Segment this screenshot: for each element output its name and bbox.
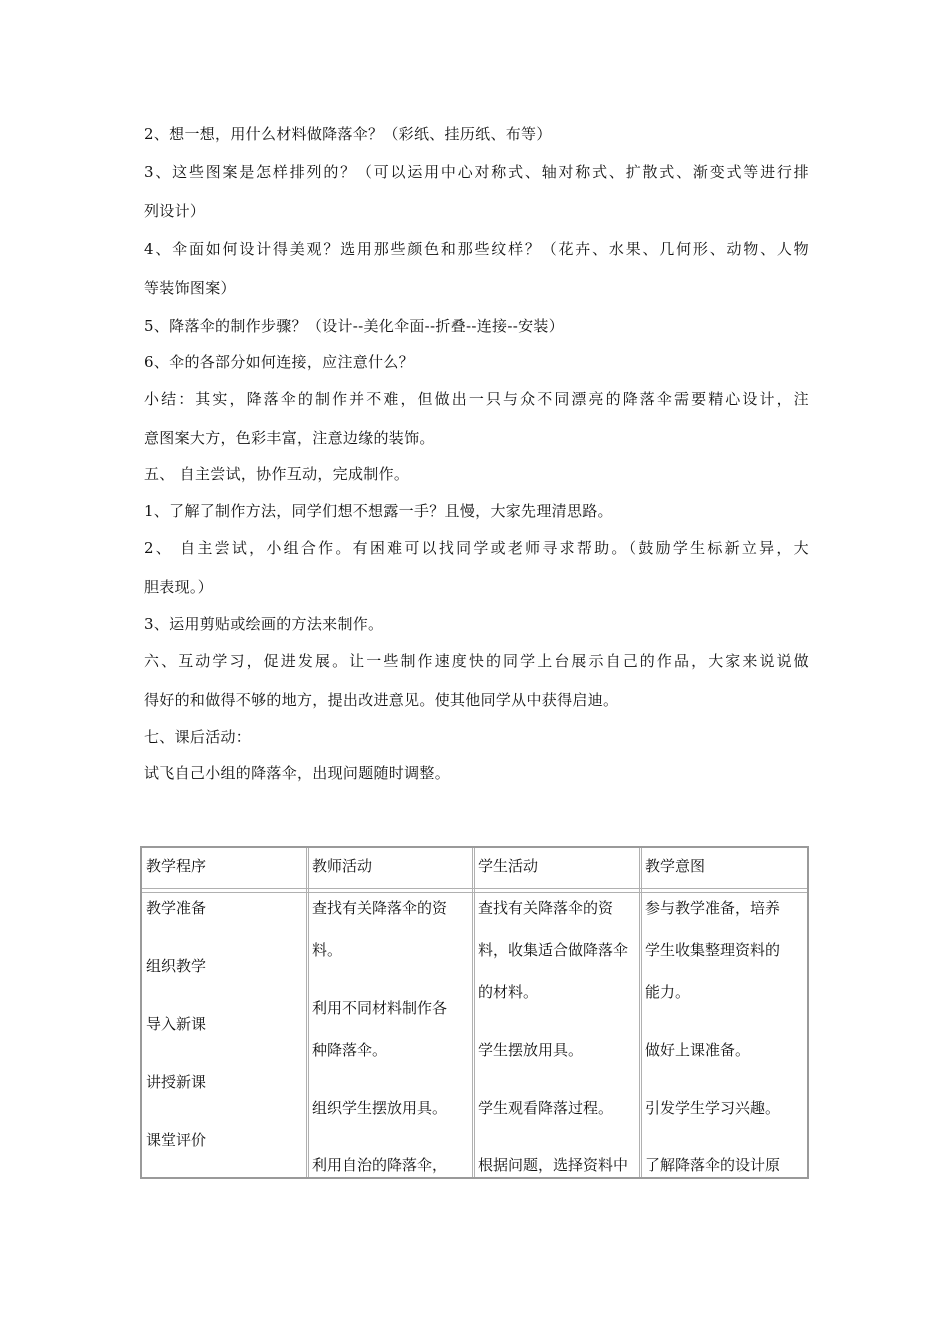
teaching-intent-line: 做好上课准备。	[645, 1041, 751, 1059]
teaching-intent-line: 能力。	[645, 983, 691, 1001]
procedure-step: 导入新课	[146, 1015, 207, 1033]
procedure-step: 课堂评价	[146, 1131, 207, 1149]
student-activity-line: 学生观看降落过程。	[478, 1099, 614, 1117]
procedure-step: 教学准备	[146, 899, 207, 917]
column-divider	[639, 848, 642, 1177]
section-heading-five: 五、 自主尝试，协作互动，完成制作。	[144, 465, 410, 483]
column-divider	[472, 848, 475, 1177]
paragraph-arrangement-cont: 列设计）	[144, 202, 206, 220]
teacher-activity-line: 组织学生摆放用具。	[312, 1099, 448, 1117]
section-heading-six: 六、互动学习，促进发展。让一些制作速度快的同学上台展示自己的作品，大家来说说做	[144, 652, 809, 670]
paragraph-arrangement: 3、这些图案是怎样排列的？（可以运用中心对称式、轴对称式、扩散式、渐变式等进行排	[144, 163, 809, 181]
teacher-activity-line: 种降落伞。	[312, 1041, 388, 1059]
teaching-intent-line: 引发学生学习兴趣。	[645, 1099, 781, 1117]
paragraph-materials: 2、想一想，用什么材料做降落伞？（彩纸、挂历纸、布等）	[144, 125, 552, 143]
section-heading-seven: 七、课后活动：	[144, 728, 252, 746]
paragraph-try-cont: 胆表现。）	[144, 578, 214, 596]
procedure-step: 组织教学	[146, 957, 207, 975]
student-activity-line: 查找有关降落伞的资	[478, 899, 614, 917]
teacher-activity-line: 查找有关降落伞的资	[312, 899, 448, 917]
teacher-activity-line: 料。	[312, 941, 343, 959]
student-activity-line: 根据问题，选择资料中	[478, 1156, 629, 1174]
table-header-procedure: 教学程序	[146, 857, 207, 875]
paragraph-steps: 5、降落伞的制作步骤？（设计--美化伞面--折叠--连接--安装）	[144, 317, 564, 335]
procedure-step: 讲授新课	[146, 1073, 207, 1091]
paragraph-design-cont: 等装饰图案）	[144, 279, 236, 297]
paragraph-method: 1、了解了制作方法，同学们想不想露一手？且慢，大家先理清思路。	[144, 502, 613, 520]
teacher-activity-line: 利用不同材料制作各	[312, 999, 448, 1017]
teacher-activity-line: 利用自治的降落伞，	[312, 1156, 448, 1174]
paragraph-summary: 小结：其实，降落伞的制作并不难，但做出一只与众不同漂亮的降落伞需要精心设计，注	[144, 390, 809, 408]
lesson-table	[140, 846, 809, 1179]
paragraph-make: 3、运用剪贴或绘画的方法来制作。	[144, 615, 384, 633]
teaching-intent-line: 参与教学准备，培养	[645, 899, 781, 917]
header-divider	[142, 888, 807, 893]
table-header-student: 学生活动	[478, 857, 539, 875]
student-activity-line: 学生摆放用具。	[478, 1041, 584, 1059]
student-activity-line: 的材料。	[478, 983, 539, 1001]
paragraph-connection: 6、伞的各部分如何连接，应注意什么？	[144, 353, 414, 371]
table-header-intent: 教学意图	[645, 857, 706, 875]
teaching-intent-line: 了解降落伞的设计原	[645, 1156, 781, 1174]
paragraph-design: 4、伞面如何设计得美观？选用那些颜色和那些纹样？（花卉、水果、几何形、动物、人物	[144, 240, 809, 258]
paragraph-try: 2、 自主尝试，小组合作。有困难可以找同学或老师寻求帮助。（鼓励学生标新立异，大	[144, 539, 809, 557]
paragraph-after-class: 试飞自己小组的降落伞，出现问题随时调整。	[144, 764, 451, 782]
column-divider	[306, 848, 309, 1177]
table-header-teacher: 教师活动	[312, 857, 373, 875]
paragraph-summary-cont: 意图案大方，色彩丰富，注意边缘的装饰。	[144, 429, 435, 447]
teaching-intent-line: 学生收集整理资料的	[645, 941, 781, 959]
paragraph-six-cont: 得好的和做得不够的地方，提出改进意见。使其他同学从中获得启迪。	[144, 691, 619, 709]
student-activity-line: 料，收集适合做降落伞	[478, 941, 629, 959]
